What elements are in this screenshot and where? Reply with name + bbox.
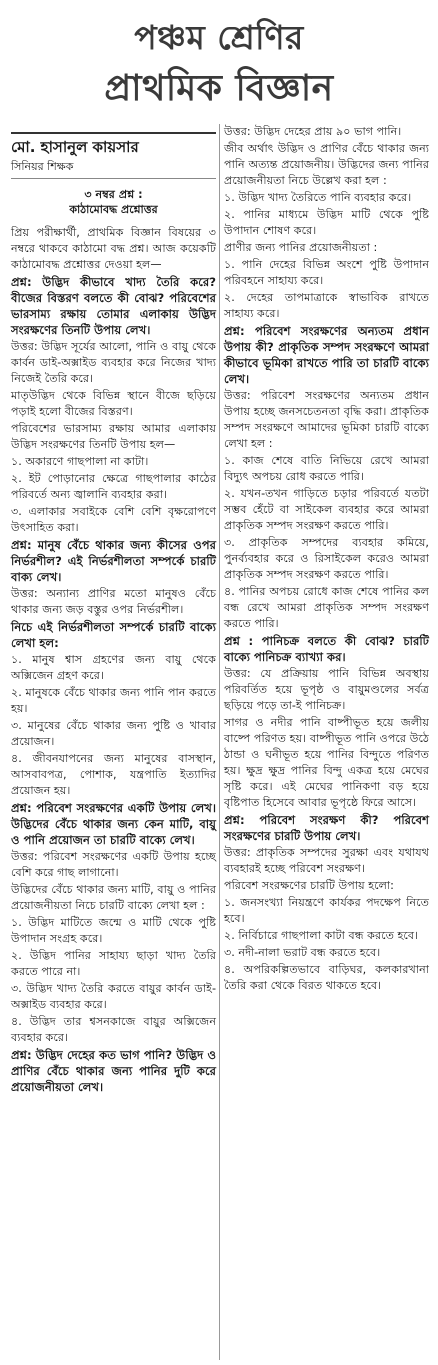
body-paragraph: মাতৃউদ্ভিদ থেকে বিভিন্ন স্থানে বীজে ছড়িয়ে পড়াই হলো বীজের বিস্তরণ। [11, 389, 216, 418]
column-divider [219, 124, 220, 1360]
body-paragraph: প্রিয় পরীক্ষার্থী, প্রাথমিক বিজ্ঞান বিষয়ের ৩ নম্বরে থাকবে কাঠামো বদ্ধ প্রশ্ন। আজ কয়েকটি কাঠামোবদ্ধ প্রশ্নোত্তর দেওয়া হল— [11, 226, 216, 271]
body-paragraph: ২. যখন-তখন গাড়িতে চড়ার পরিবর্তে যতটা সম্ভব হেঁটে বা সাইকেল ব্যবহার করে আমরা প্রাকৃতিক সম্পদ সংরক্ষণ করতে পারি। [224, 487, 429, 532]
body-paragraph: ১. মানুষ শ্বাস গ্রহণের জন্য বায়ু থেকে অক্সিজেন গ্রহণ করে। [11, 653, 216, 682]
author-role: সিনিয়র শিক্ষক [11, 159, 216, 179]
body-paragraph: ১. কাজ শেষে বাতি নিভিয়ে রেখে আমরা বিদ্যুৎ অপচয় রোধ করতে পারি। [224, 454, 429, 483]
body-paragraph: ৪. অপরিকল্পিতভাবে বাড়িঘর, কলকারখানা তৈরি করা থেকে বিরত থাকতে হবে। [224, 963, 429, 992]
body-paragraph: ১. পানি দেহের বিভিন্ন অংশে পুষ্টি উপাদান পরিবহনে সাহায্য করে। [224, 258, 429, 287]
body-paragraph: ২. মানুষকে বেঁচে থাকার জন্য পানি পান করতে হয়। [11, 686, 216, 715]
body-paragraph: উত্তর: অন্যান্য প্রাণির মতো মানুষও বেঁচে থাকার জন্য জড় বস্তুর ওপর নির্ভরশীল। [11, 587, 216, 616]
question-paragraph: প্রশ্ন: পরিবেশ সংরক্ষণের একটি উপায় লেখ। উদ্ভিদের বেঁচে থাকার জন্য কেন মাটি, বায়ু ও পানি প্রয়োজন তা চারটি বাক্যে লেখ। [11, 801, 216, 847]
body-paragraph: ৩. এলাকার সবাইকে বেশি বেশি বৃক্ষরোপণে উৎসাহিত করা। [11, 505, 216, 534]
body-paragraph: উত্তর: প্রাকৃতিক সম্পদের সুরক্ষা এবং যথাযথ ব্যবহারই হচ্ছে পরিবেশ সংরক্ষণ। [224, 846, 429, 875]
body-paragraph: ৩. মানুষের বেঁচে থাকার জন্য পুষ্টি ও খাবার প্রয়োজন। [11, 719, 216, 748]
masthead [0, 0, 438, 118]
author-name: মো. হাসানুল কায়সার [11, 138, 139, 156]
masthead-line-1: পঞ্চম শ্রেণির [134, 18, 304, 57]
left-body [11, 225, 216, 1095]
body-paragraph: ৪. পানির অপচয় রোধে কাজ শেষে পানির কল বন্ধ রেখে আমরা প্রাকৃতিক সম্পদ সংরক্ষণ করতে পারি। [224, 585, 429, 630]
question-paragraph: প্রশ্ন : পানিচক্র বলতে কী বোঝ? চারটি বাক্যে পানিচক্র ব্যাখ্যা কর। [224, 634, 429, 664]
body-paragraph: উত্তর: উদ্ভিদ দেহের প্রায় ৯০ ভাগ পানি। [224, 125, 402, 138]
body-paragraph: পরিবেশ সংরক্ষণের চারটি উপায় হলো: [224, 879, 394, 892]
question-paragraph: প্রশ্ন: উদ্ভিদ দেহের কত ভাগ পানি? উদ্ভিদ ও প্রাণির বেঁচে থাকার জন্য পানির দুটি করে প্রয়োজনীয়তা লেখ। [11, 1048, 216, 1094]
question-paragraph: প্রশ্ন: উদ্ভিদ কীভাবে খাদ্য তৈরি করে? বীজের বিস্তরণ বলতে কী বোঝ? পরিবেশের ভারসাম্য রক্ষায় তোমার এলাকায় উদ্ভিদ সংরক্ষণের তিনটি উপায় লেখ। [11, 275, 216, 337]
body-paragraph: ৪. উদ্ভিদ তার শ্বসনকাজে বায়ুর অক্সিজেন ব্যবহার করে। [11, 1015, 216, 1044]
body-paragraph: ৪. জীবনযাপনের জন্য মানুষের বাসস্থান, আসবাবপত্র, পোশাক, যন্ত্রপাতি ইত্যাদির প্রয়োজন হয়। [11, 752, 216, 797]
question-paragraph: প্রশ্ন: মানুষ বেঁচে থাকার জন্য কীসের ওপর নির্ভরশীল? এই নির্ভরশীলতা সম্পর্কে চারটি বাক্য লেখ। [11, 538, 216, 584]
body-paragraph: ২. নির্বিচারে গাছপালা কাটা বন্ধ করতে হবে। [224, 929, 419, 942]
body-paragraph: উত্তর: উদ্ভিদ সূর্যের আলো, পানি ও বায়ু থেকে কার্বন ডাই-অক্সাইড ব্যবহার করে নিজের খাদ্য নিজেই তৈরি করে। [11, 340, 216, 385]
section-subheading: কাঠামোবদ্ধ প্রশ্নোত্তর [69, 203, 158, 216]
body-paragraph: ১. অকারণে গাছপালা না কাটা। [11, 455, 149, 468]
body-paragraph: ২. দেহের তাপমাত্রাকে স্বাভাবিক রাখতে সাহায্য করে। [224, 291, 429, 320]
section-heading: ৩ নম্বর প্রশ্ন : [84, 188, 143, 201]
body-paragraph: ২. পানির মাধ্যমে উদ্ভিদ মাটি থেকে পুষ্টি উপাদান শোষণ করে। [224, 208, 429, 237]
body-paragraph: ৩. প্রাকৃতিক সম্পদের ব্যবহার কমিয়ে, পুনর্ব্যবহার করে ও রিসাইকেল করেও আমরা প্রাকৃতিক সম্পদ সংরক্ষণ করতে পারি। [224, 536, 429, 581]
body-paragraph: উত্তর: পরিবেশ সংরক্ষণের অন্যতম প্রধান উপায় হচ্ছে জনসচেতনতা বৃদ্ধি করা। প্রাকৃতিক সম্পদ সংরক্ষণে আমাদের ভূমিকা চারটি বাক্যে লেখা হল : [224, 389, 429, 450]
body-paragraph: সাগর ও নদীর পানি বাষ্পীভূত হয়ে জলীয় বাষ্পে পরিণত হয়। বাষ্পীভূত পানি ওপরে উঠে ঠান্ডা ও ঘনীভূত হয়ে পানির বিন্দুতে পরিণত হয়। ক্ষুদ্র ক্ষুদ্র পানির বিন্দু একত্র হয়ে মেঘের সৃষ্টি করে। এই মেঘের পানিকণা বড় হয়ে বৃষ্টিপাত হিসেবে আবার ভূপৃষ্ঠে ফিরে আসে। [224, 716, 429, 809]
right-column [224, 124, 429, 995]
body-paragraph: ৩. উদ্ভিদ খাদ্য তৈরি করতে বায়ুর কার্বন ডাই-অক্সাইড ব্যবহার করে। [11, 982, 216, 1011]
body-paragraph: উদ্ভিদের বেঁচে থাকার জন্য মাটি, বায়ু ও পানির প্রয়োজনীয়তা নিচে চারটি বাক্যে লেখা হল : [11, 883, 216, 912]
question-paragraph: প্রশ্ন: পরিবেশ সংরক্ষণের অন্যতম প্রধান উপায় কী? প্রাকৃতিক সম্পদ সংরক্ষণে আমরা কীভাবে ভূমিকা রাখতে পারি তা চারটি বাক্যে লেখ। [224, 324, 429, 386]
body-paragraph: ১. উদ্ভিদ মাটিতে জন্মে ও মাটি থেকে পুষ্টি উপাদান সংগ্রহ করে। [11, 916, 216, 945]
byline [11, 132, 216, 179]
body-paragraph: ২. ইট পোড়ানোর ক্ষেত্রে গাছপালার কাঠের পরিবর্তে অন্য জ্বালানি ব্যবহার করা। [11, 472, 216, 501]
body-paragraph: পরিবেশের ভারসাম্য রক্ষায় আমার এলাকায় উদ্ভিদ সংরক্ষণের তিনটি উপায় হল— [11, 422, 216, 451]
body-paragraph: ৩. নদী-নালা ভরাট বন্ধ করতে হবে। [224, 946, 381, 959]
body-paragraph: উত্তর: পরিবেশ সংরক্ষণের একটি উপায় হচ্ছে বেশি করে গাছ লাগানো। [11, 850, 216, 879]
right-body [224, 124, 429, 994]
body-paragraph: উত্তর: যে প্রক্রিয়ায় পানি বিভিন্ন অবস্থায় পরিবর্তিত হয়ে ভূপৃষ্ঠ ও বায়ুমণ্ডলের সর্বত্র ছড়িয়ে পড়ে তা-ই পানিচক্র। [224, 667, 429, 712]
masthead-line-2: প্রাথমিক বিজ্ঞান [104, 68, 334, 109]
body-paragraph: ১. জনসংখ্যা নিয়ন্ত্রণে কার্যকর পদক্ষেপ নিতে হবে। [224, 896, 429, 925]
question-paragraph: প্রশ্ন: পরিবেশ সংরক্ষণ কী? পরিবেশ সংরক্ষণের চারটি উপায় লেখ। [224, 813, 429, 843]
body-paragraph: ১. উদ্ভিদ খাদ্য তৈরিতে পানি ব্যবহার করে। [224, 191, 412, 204]
body-paragraph: জীব অর্থাৎ উদ্ভিদ ও প্রাণির বেঁচে থাকার জন্য পানি অত্যন্ত প্রয়োজনীয়। উদ্ভিদের জন্য পানির প্রয়োজনীয়তা নিচে উল্লেখ করা হল : [224, 142, 429, 187]
left-column [11, 132, 216, 1096]
body-paragraph: ২. উদ্ভিদ পানির সাহায্য ছাড়া খাদ্য তৈরি করতে পারে না। [11, 949, 216, 978]
question-paragraph: নিচে এই নির্ভরশীলতা সম্পর্কে চারটি বাক্যে লেখা হল: [11, 620, 216, 650]
body-paragraph: প্রাণীর জন্য পানির প্রয়োজনীয়তা : [224, 241, 378, 254]
